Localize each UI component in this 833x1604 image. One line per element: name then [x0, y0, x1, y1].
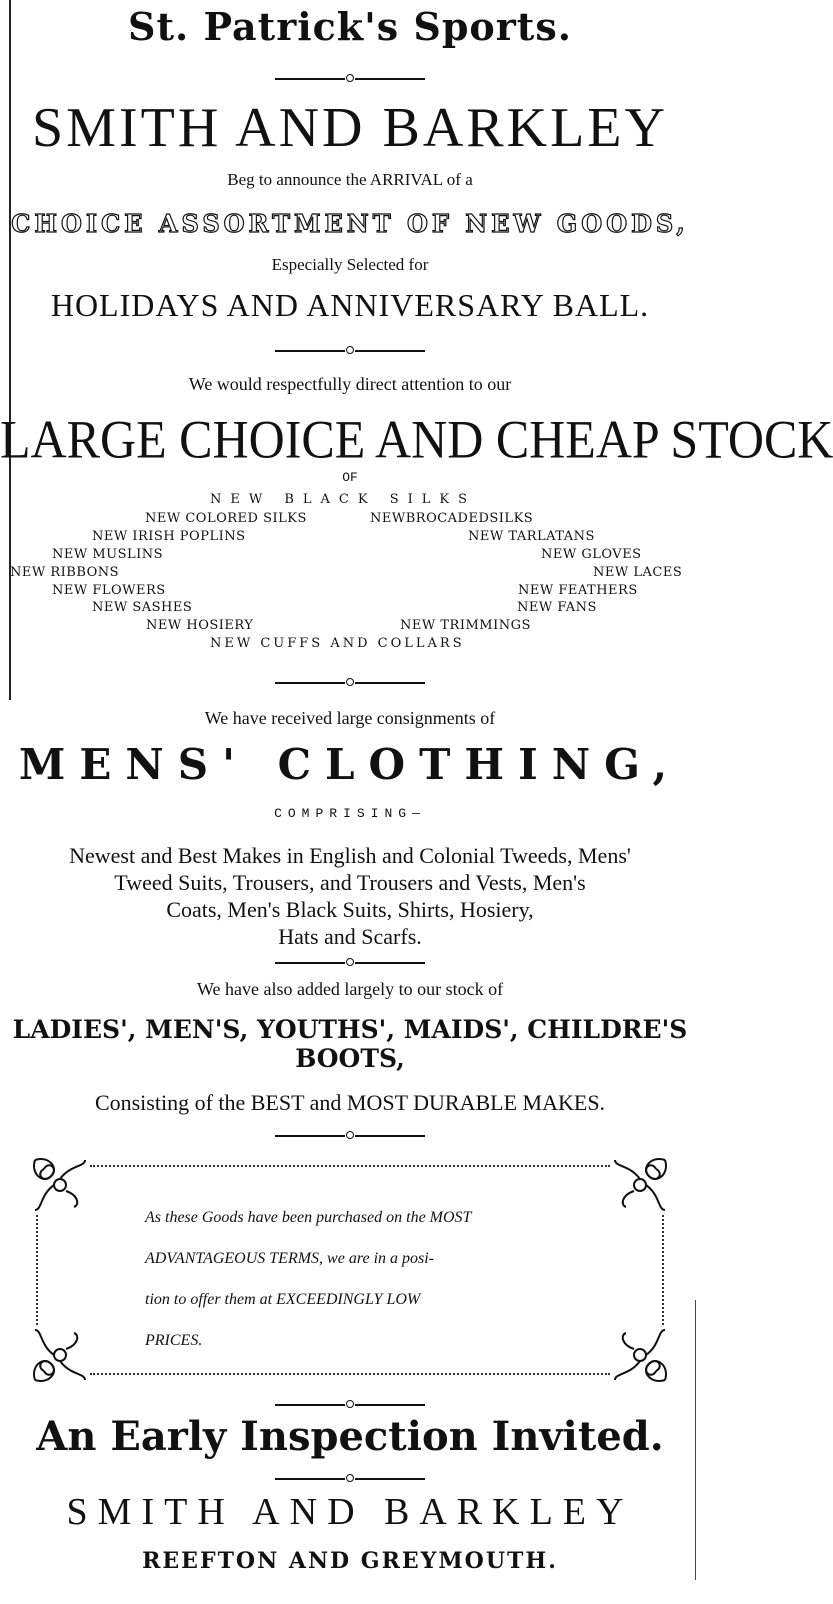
notice-line: As these Goods have been purchased on the MOST	[145, 1209, 472, 1226]
goods-item: NEW BLACK SILKS	[210, 492, 477, 507]
corner-ornament-icon	[610, 1155, 670, 1215]
goods-item: NEW FANS	[517, 600, 597, 615]
large-stock-heading: LARGE CHOICE AND CHEAP STOCK	[0, 408, 833, 470]
corner-ornament-icon	[610, 1325, 670, 1385]
added-text: We have also added largely to our stock of	[196, 979, 504, 999]
holidays-line: HOLIDAYS AND ANNIVERSARY BALL.	[50, 287, 650, 323]
goods-item: NEW COLORED SILKS	[145, 511, 307, 526]
goods-item: NEW HOSIERY	[146, 618, 254, 633]
announce-text: Beg to announce the ARRIVAL of a	[227, 170, 473, 189]
ornamental-frame	[30, 1155, 670, 1385]
separator	[275, 678, 425, 688]
selected-text: Especially Selected for	[271, 255, 429, 274]
firm-footer: SMITH AND BARKLEY	[66, 1491, 634, 1533]
notice-line: ADVANTAGEOUS TERMS, we are in a posi-	[145, 1250, 435, 1267]
clothing-line: Tweed Suits, Trousers, and Trousers and Vests, Men's	[114, 870, 586, 895]
clothing-line: Hats and Scarfs.	[278, 924, 422, 949]
notice-line: PRICES.	[145, 1332, 203, 1349]
mens-clothing-heading: MENS' CLOTHING,	[18, 740, 682, 789]
goods-item: NEW FLOWERS	[52, 583, 166, 598]
notice-text	[145, 1197, 565, 1361]
notice-line: tion to offer them at EXCEEDINGLY LOW	[145, 1291, 421, 1308]
consisting-text: Consisting of the BEST and MOST DURABLE MAKES.	[94, 1090, 606, 1115]
corner-ornament-icon	[30, 1325, 90, 1385]
comprising-text: COMPRISING—	[274, 806, 426, 821]
of-text: OF	[342, 470, 358, 485]
goods-item: NEW CUFFS AND COLLARS	[210, 636, 465, 651]
goods-item: NEWBROCADEDSILKS	[370, 511, 534, 526]
consign-text: We have received large consignments of	[204, 708, 496, 728]
boots-line: LADIES', MEN'S, YOUTHS', MAIDS', CHILDRE'S	[12, 1015, 688, 1044]
separator	[275, 346, 425, 356]
choice-assortment: CHOICE ASSORTMENT OF NEW GOODS,	[11, 209, 689, 238]
goods-item: NEW MUSLINS	[52, 547, 164, 562]
direct-text: We would respectfully direct attention to our	[188, 374, 512, 394]
goods-item: NEW GLOVES	[541, 547, 642, 562]
location-text: REEFTON AND GREYMOUTH.	[142, 1548, 558, 1574]
separator	[275, 1400, 425, 1410]
heading: St. Patrick's Sports.	[128, 4, 572, 49]
separator	[275, 74, 425, 84]
boots-line: BOOTS,	[295, 1044, 405, 1073]
clothing-line: Coats, Men's Black Suits, Shirts, Hosiery,	[166, 897, 534, 922]
goods-item: NEW SASHES	[92, 600, 193, 615]
inspection-heading: An Early Inspection Invited.	[36, 1413, 664, 1460]
separator	[275, 958, 425, 968]
goods-item: NEW FEATHERS	[518, 583, 638, 598]
corner-ornament-icon	[30, 1155, 90, 1215]
separator	[275, 1131, 425, 1141]
goods-item: NEW TRIMMINGS	[400, 618, 531, 633]
clothing-line: Newest and Best Makes in English and Colonial Tweeds, Mens'	[69, 843, 631, 868]
firm-name: SMITH AND BARKLEY	[32, 97, 668, 159]
goods-item: NEW IRISH POPLINS	[92, 529, 246, 544]
goods-item: NEW LACES	[593, 565, 683, 580]
goods-item: NEW RIBBONS	[10, 565, 120, 580]
goods-item: NEW TARLATANS	[468, 529, 595, 544]
separator	[275, 1474, 425, 1484]
